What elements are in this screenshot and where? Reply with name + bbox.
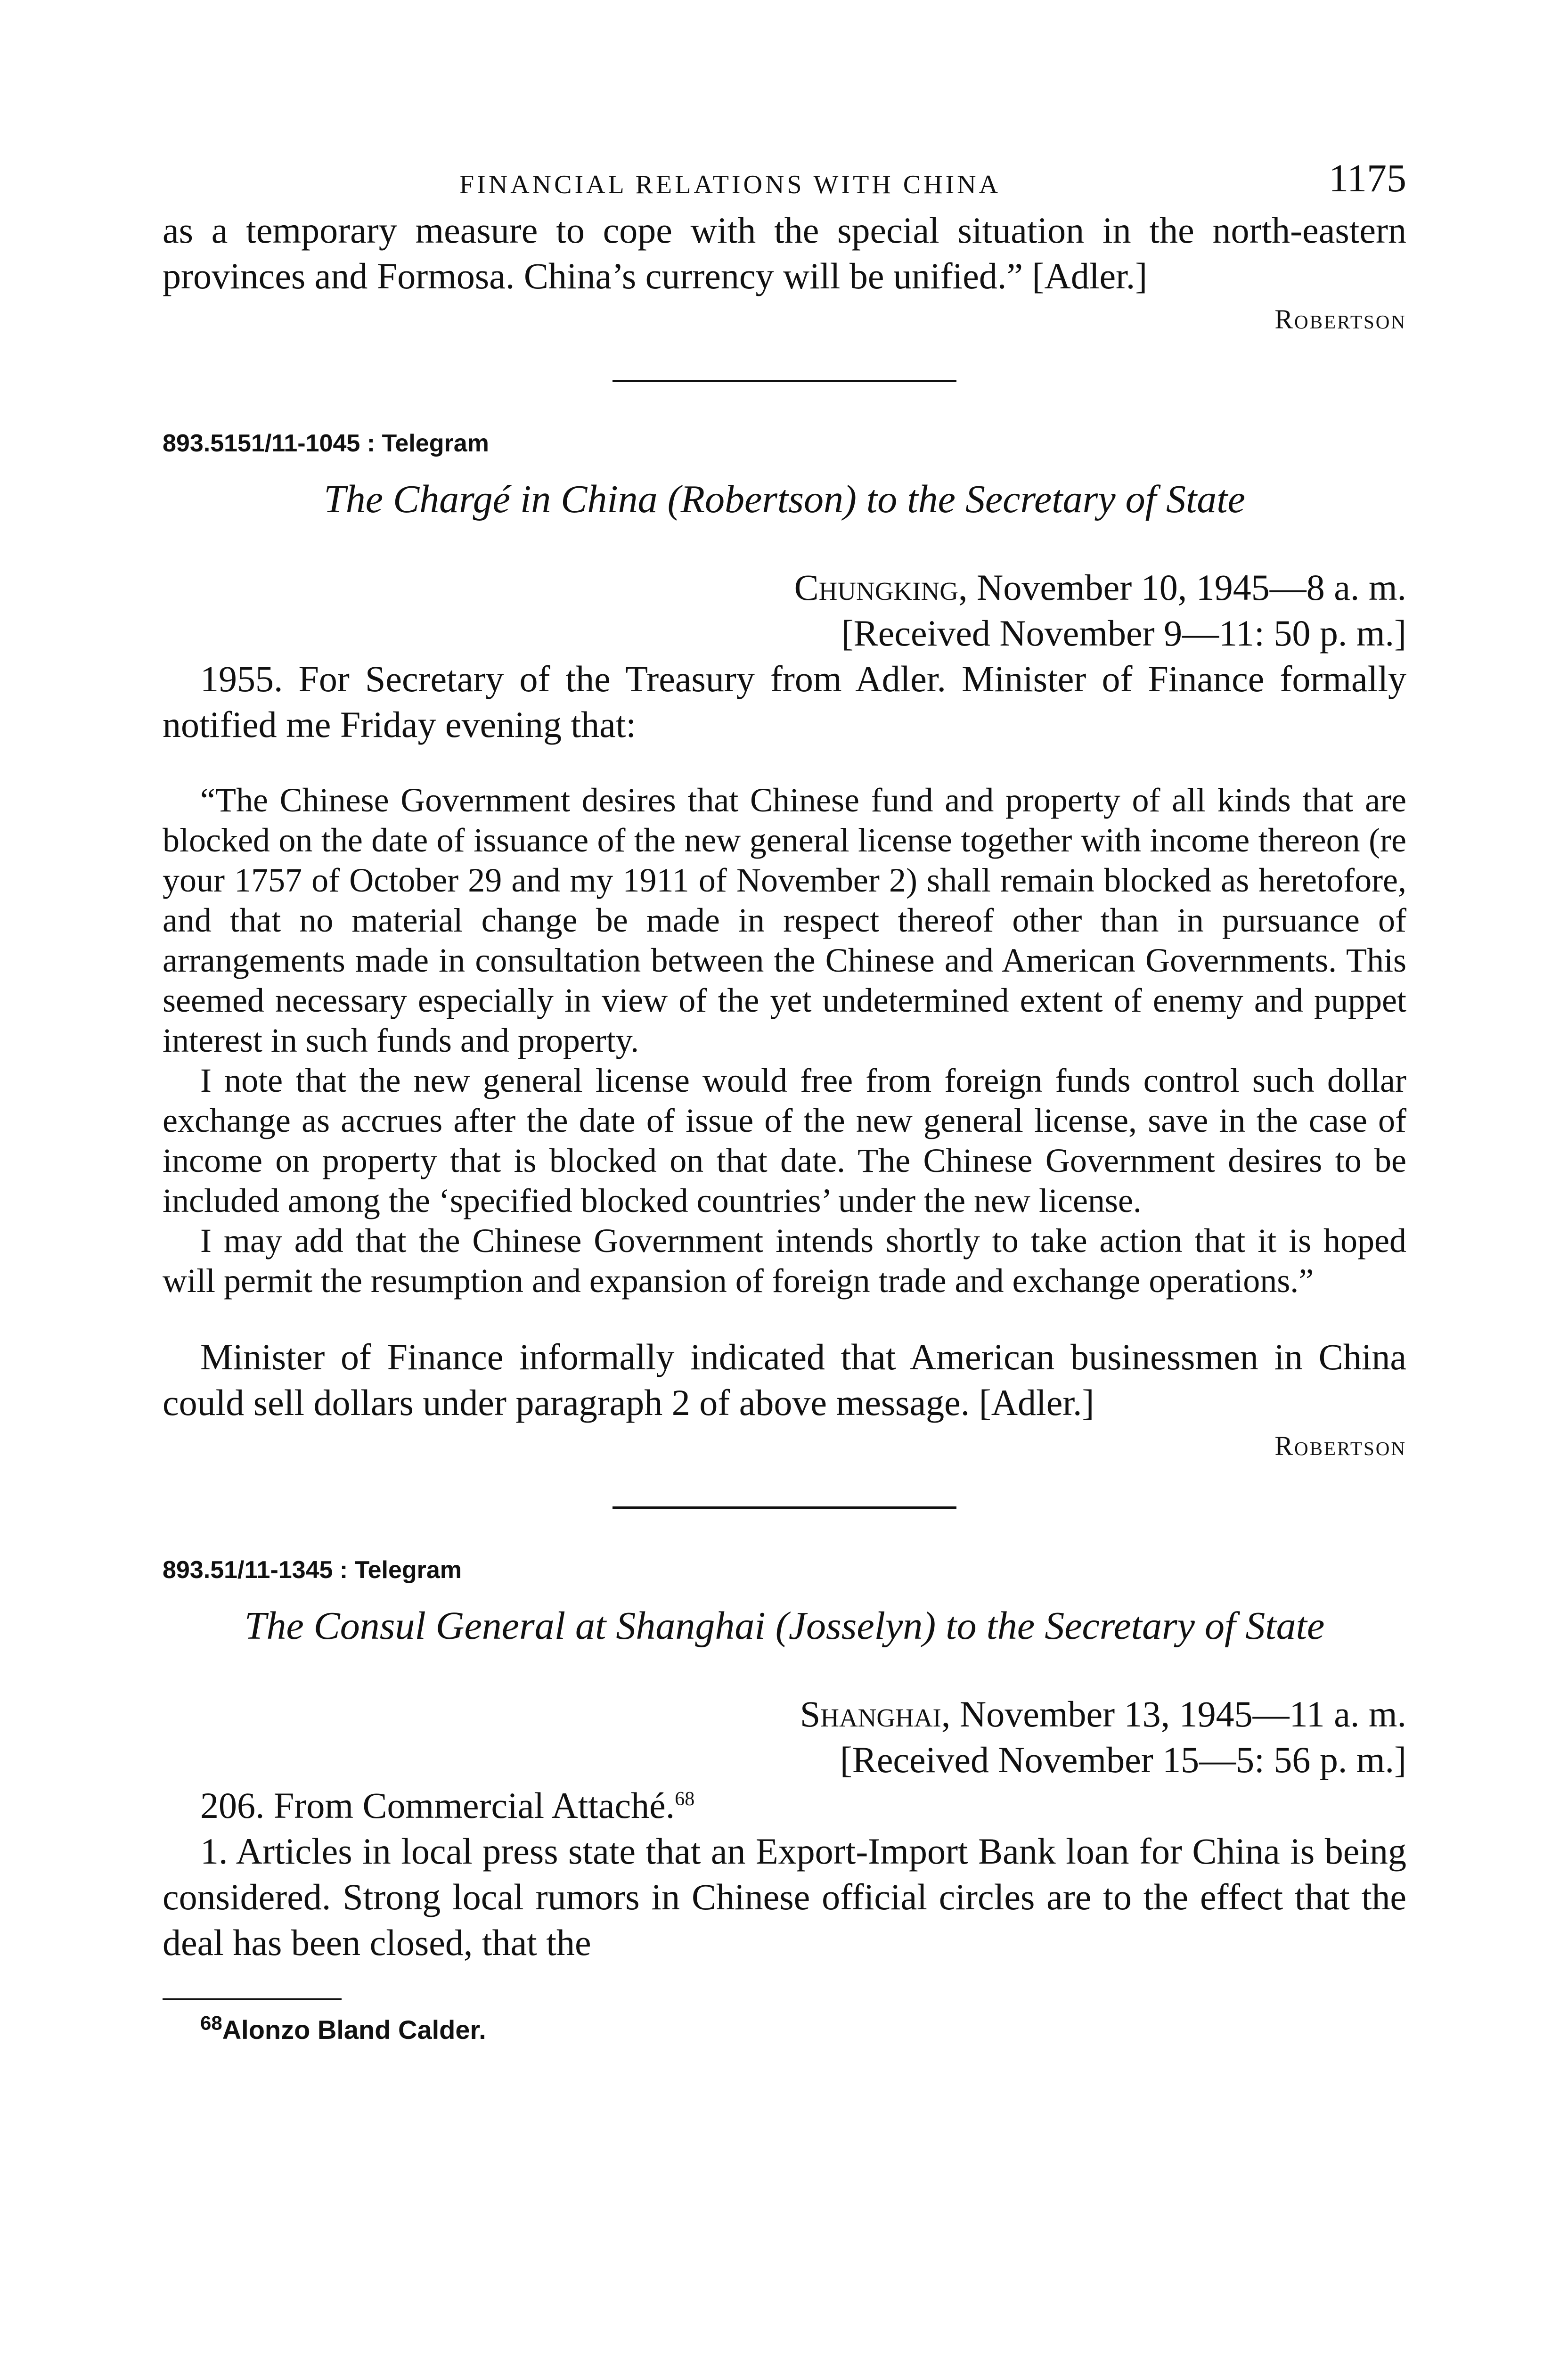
section-divider [612, 380, 956, 382]
dateline-place: Shanghai [800, 1693, 941, 1734]
file-number: 893.5151/11-1045 : Telegram [163, 430, 489, 457]
quoted-message [163, 780, 1406, 1301]
numbered-paragraph: 1. Articles in local press state that an Export-Import Bank loan for China is being considered. Strong local rumors in Chinese official circles are to the effect that the deal has been closed, that the [163, 1831, 1406, 1963]
dateline [163, 1691, 1406, 1737]
page-number: 1175 [1329, 156, 1406, 200]
telegram-opening: 1955. For Secretary of the Treasury from Adler. Minister of Finance formally notified me Friday evening that: [163, 658, 1406, 745]
quote-paragraph: “The Chinese Government desires that Chinese fund and property of all kinds that are blocked on the date of issuance of the new general license together with income thereon (re your 1757 of October 29 and my 1911 of November 2) shall remain blocked as heretofore, and that no material change be made in respect thereof other than in pursuance of arrangements made in consultation between the Chinese and American Governments. This seemed necessary especially in view of the yet undetermined extent of enemy and puppet interest in such funds and property. [163, 781, 1406, 1059]
telegram-opening [163, 1783, 1406, 1828]
section-divider [612, 1506, 956, 1509]
footnote-text: Alonzo Bland Calder. [222, 2015, 486, 2045]
dateline-date: , November 10, 1945—8 a. m. [958, 567, 1406, 608]
document-heading: The Consul General at Shanghai (Josselyn) to the Secretary of State [244, 1604, 1325, 1648]
document-heading: The Chargé in China (Robertson) to the Secretary of State [324, 477, 1245, 521]
file-number: 893.51/11-1345 : Telegram [163, 1556, 462, 1584]
dateline [163, 564, 1406, 610]
running-title: FINANCIAL RELATIONS WITH CHINA [459, 170, 1001, 199]
opening-text: 206. From Commercial Attaché. [200, 1785, 675, 1826]
footnote [163, 2014, 1406, 2045]
quote-paragraph: I note that the new general license would free from foreign funds control such dollar exchange as accrues after the date of issue of the new general license, save in the case of income on property that is blocked on that date. The Chinese Government desires to be included among the ‘specified blocked countries’ under the new license. [163, 1062, 1406, 1219]
footnote-rule [163, 1998, 342, 2000]
dateline-date: , November 13, 1945—11 a. m. [941, 1693, 1406, 1734]
quote-paragraph: I may add that the Chinese Government intends shortly to take action that it is hoped will permit the resumption and expansion of foreign trade and exchange operations.” [163, 1222, 1406, 1300]
closing-paragraph: Minister of Finance informally indicated that American businessmen in China could sell dollars under paragraph 2 of above message. [Adler.] [163, 1336, 1406, 1423]
document-page [163, 155, 1406, 2045]
received-line: [Received November 15—5: 56 p. m.] [840, 1739, 1406, 1780]
signature-robertson-1: Robertson [1274, 304, 1406, 335]
signature-robertson-2: Robertson [1274, 1431, 1406, 1461]
footnote-reference[interactable]: 68 [675, 1788, 695, 1810]
running-header [163, 155, 1406, 207]
received-line: [Received November 9—11: 50 p. m.] [841, 613, 1406, 654]
dateline-place: Chungking [794, 567, 958, 608]
footnote-marker: 68 [200, 2012, 222, 2034]
intro-paragraph: as a temporary measure to cope with the special situation in the north-eastern provinces and Formosa. China’s currency will be unified.” [Adler.] [163, 210, 1406, 296]
